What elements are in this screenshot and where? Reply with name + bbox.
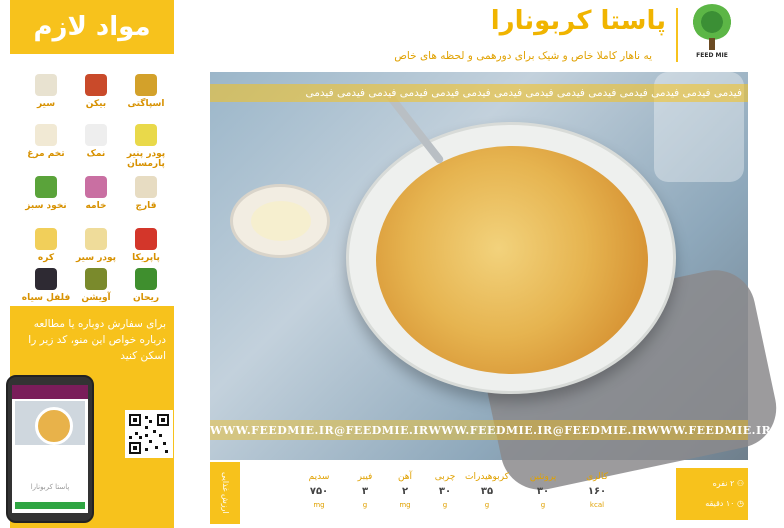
ingredients-title: مواد لازم — [33, 12, 151, 42]
ingredient-label: پاپریکا — [132, 253, 160, 263]
ingredient-icon — [85, 228, 107, 250]
page-subtitle: یه ناهار کاملا خاص و شیک برای دورهمی و لحظه های خاص — [394, 50, 652, 62]
nutrition-value: ۷۵۰ — [309, 486, 329, 497]
ingredient-icon — [85, 268, 107, 290]
ingredient-label: پودر سیر — [75, 253, 117, 263]
ingredient-icon — [85, 74, 107, 96]
ingredient-item — [68, 124, 124, 159]
ingredient-label: نمک — [86, 149, 106, 159]
tree-trunk — [709, 38, 715, 50]
brand-logo — [684, 4, 740, 66]
ingredient-icon — [35, 74, 57, 96]
ingredient-item — [118, 228, 174, 263]
phone-app-bar — [12, 385, 88, 399]
carbonara-pasta — [376, 146, 648, 374]
cook-time: ◷ ۱۰ دقیقه — [705, 499, 744, 508]
nutrition-name: آهن — [397, 472, 413, 482]
url-text: WWW.FEEDMIE.IR — [647, 423, 772, 437]
ingredient-label: بیکن — [85, 99, 107, 109]
ingredient-icon — [35, 124, 57, 146]
phone-screen — [12, 385, 88, 513]
ingredient-icon — [135, 124, 157, 146]
ingredient-icon — [135, 268, 157, 290]
phone-mockup — [6, 375, 94, 523]
ingredient-label: سیر — [36, 99, 56, 109]
info-box — [676, 468, 748, 520]
nutrition-unit: g — [540, 501, 546, 509]
nutrition-value: ۳۰ — [536, 486, 550, 497]
ingredient-item — [68, 228, 124, 263]
ingredient-icon — [135, 176, 157, 198]
ingredient-item — [118, 176, 174, 211]
ingredient-item — [18, 228, 74, 263]
nutrition-name: کالری — [586, 472, 608, 482]
url-text: @FEEDMIE.IR — [334, 423, 429, 437]
ingredient-icon — [135, 228, 157, 250]
ingredient-item — [18, 268, 74, 303]
nutrition-unit: mg — [313, 501, 325, 509]
page-title: پاستا کربونارا — [490, 6, 666, 36]
ingredient-label: ریحان — [132, 293, 160, 303]
logo-text: FEED MIE — [696, 52, 728, 59]
nutrition-name: چربی — [434, 472, 456, 482]
ingredient-item — [68, 176, 124, 211]
phone-dish-image — [15, 401, 85, 445]
tree-icon — [692, 4, 732, 40]
ingredient-item — [18, 124, 74, 159]
ingredient-icon — [35, 268, 57, 290]
servings: ⚇ ۲ نفره — [712, 479, 744, 488]
ingredient-item — [118, 74, 174, 109]
nutrition-item — [340, 472, 390, 509]
nutrition-unit: mg — [399, 501, 411, 509]
ingredient-item — [18, 176, 74, 211]
qr-code[interactable] — [125, 410, 173, 458]
ingredient-item — [118, 268, 174, 303]
nutrition-value: ۳ — [361, 486, 369, 497]
ingredient-label: تخم مرغ — [27, 149, 65, 159]
nutrition-item — [294, 472, 344, 509]
ingredient-label: فلفل سیاه — [21, 293, 71, 303]
qr-note: برای سفارش دوباره یا مطالعه درباره خواص این منو، کد زیر را اسکن کنید — [28, 318, 166, 362]
nutrition-value: ۲ — [401, 486, 409, 497]
cook-time-text: ۱۰ دقیقه — [705, 499, 735, 508]
nutrition-name: پروتئین — [529, 472, 557, 482]
servings-text: ۲ نفره — [712, 479, 735, 488]
nutrition-name: فیبر — [357, 472, 373, 482]
nutrition-unit: g — [362, 501, 368, 509]
url-text: WWW.FEEDMIE.IR — [428, 423, 553, 437]
watermark-band: فیدمی فیدمی فیدمی فیدمی فیدمی فیدمی فیدمی فیدمی فیدمی فیدمی فیدمی فیدمی فیدمی فیدمی — [210, 84, 748, 102]
ingredient-item — [68, 74, 124, 109]
header-divider — [676, 8, 678, 62]
nutrition-label-text: ارزش غذایی — [221, 472, 230, 514]
dish-photo — [210, 72, 748, 460]
nutrition-unit: g — [442, 501, 448, 509]
phone-order-button — [15, 502, 85, 509]
ingredient-item — [118, 124, 174, 169]
phone-caption: پاستا کربونارا — [30, 483, 70, 491]
nutrition-item — [518, 472, 568, 509]
qr-code-icon — [127, 412, 171, 456]
parmesan-bowl — [230, 184, 330, 258]
nutrition-label — [210, 462, 240, 524]
nutrition-value: ۳۵ — [480, 486, 494, 497]
ingredient-icon — [35, 176, 57, 198]
ingredient-label: آویشن — [81, 293, 111, 303]
ingredient-item — [68, 268, 124, 303]
ingredient-label: پودر پنیر پارمسان — [126, 149, 166, 169]
nutrition-unit: kcal — [589, 501, 605, 509]
ingredient-label: خامه — [85, 201, 107, 211]
ingredient-icon — [85, 124, 107, 146]
ingredient-label: اسپاگتی — [127, 99, 165, 109]
nutrition-item — [572, 472, 622, 509]
url-text: @FEEDMIE.IR — [552, 423, 648, 437]
ingredient-item — [18, 74, 74, 109]
ingredient-label: نخود سبز — [25, 201, 67, 211]
ingredient-icon — [135, 74, 157, 96]
nutrition-unit: g — [484, 501, 490, 509]
url-band — [210, 420, 772, 440]
ingredient-icon — [35, 228, 57, 250]
ingredient-icon — [85, 176, 107, 198]
nutrition-value: ۳۰ — [438, 486, 452, 497]
ingredient-label: کره — [37, 253, 55, 263]
url-text: WWW.FEEDMIE.IR — [210, 423, 335, 437]
nutrition-name: کربوهیدرات — [465, 472, 509, 482]
nutrition-value: ۱۶۰ — [587, 486, 607, 497]
ingredient-label: قارچ — [135, 201, 157, 211]
nutrition-name: سدیم — [308, 472, 330, 482]
